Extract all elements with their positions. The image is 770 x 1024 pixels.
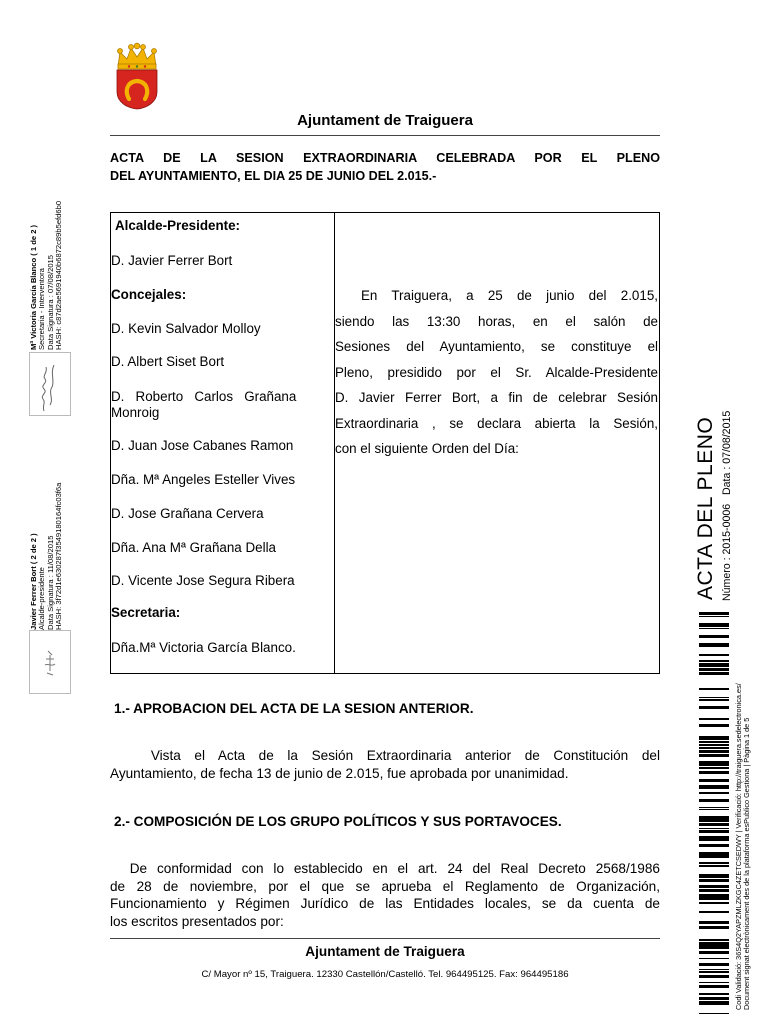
concejal-item: Dña. Mª Angeles Esteller Vives — [111, 472, 296, 487]
concejal-item: D. Albert Siset Bort — [111, 354, 225, 369]
signature-image-box — [29, 630, 71, 694]
paragraph-line: Ayuntamiento, de fecha 13 de junio de 2.015, fue aprobada por unanimidad. — [110, 765, 569, 781]
document-title-line-1: ACTA DE LA SESION EXTRAORDINARIA CELEBRADA POR EL PLENO — [110, 151, 660, 165]
stamp-date: Data : 07/08/2015 — [721, 410, 733, 495]
alcalde-heading: Alcalde-Presidente: — [115, 218, 241, 233]
section-title: .- COMPOSICIÓN DE LOS GRUPO POLÍTICOS Y SUS PORTAVOCES. — [121, 814, 562, 829]
intro-line: En Traiguera, a 25 de junio del 2.015, — [361, 288, 658, 303]
section-paragraph — [110, 747, 660, 782]
session-intro-text — [335, 283, 658, 462]
signature-date: Data Signatura : 07/08/2015 — [45, 255, 55, 350]
footer-address: C/ Mayor nº 15, Traiguera. 12330 Castellón/Castelló. Tel. 964495125. Fax: 964495186 — [201, 969, 569, 980]
concejal-item: D. Roberto Carlos Grañana — [111, 389, 297, 404]
secretaria-heading: Secretaria: — [111, 605, 181, 620]
section-paragraph — [110, 860, 660, 930]
concejal-item: D. Vicente Jose Segura Ribera — [111, 573, 295, 588]
signature-image-box — [29, 352, 71, 416]
intro-line: siendo las 13:30 horas, en el salón de — [335, 313, 658, 329]
header-divider — [110, 135, 660, 136]
signature-date: Data Signatura : 11/08/2015 — [45, 535, 55, 630]
signature-block-2 — [30, 483, 64, 630]
paragraph-line: de 28 de noviembre, por el que se aprueba el Reglamento de Organización, — [110, 878, 660, 894]
electronic-signature-note: Document signat electrònicament des de la plataforma esPublico Gestiona | Pàgina 1 de 5 — [742, 717, 752, 1010]
handwritten-signature — [30, 631, 70, 693]
stamp-numero: Número : 2015-0006 — [721, 503, 733, 601]
stamp-title: ACTA DEL PLENO — [694, 416, 717, 600]
paragraph-line: Vista el Acta de la Sesión Extraordinaria anterior de Constitución del — [110, 748, 660, 763]
section-heading — [114, 701, 664, 716]
secretaria-name: Dña.Mª Victoria García Blanco. — [111, 640, 296, 655]
footer-title: Ajuntament de Traiguera — [305, 944, 465, 959]
verification-code-block — [735, 683, 751, 1010]
section-title: .- APROBACION DEL ACTA DE LA SESION ANTERIOR. — [121, 701, 474, 716]
concejal-item: Monroig — [111, 405, 160, 420]
coat-of-arms-logo — [114, 42, 160, 110]
section-number: 2 — [114, 814, 122, 829]
concejal-item: D. Jose Grañana Cervera — [111, 506, 264, 521]
intro-line: Extraordinaria , se declara abierta la Sesión, — [335, 415, 658, 431]
signature-hash: HASH: c87d2ae5691940b6872c89b5efd6b0 — [54, 200, 64, 350]
concejal-item: D. Juan Jose Cabanes Ramon — [111, 438, 294, 453]
signature-hash: HASH: 3f72d1e630287f3549180164fc03f6a — [54, 482, 64, 630]
barcode — [699, 612, 729, 1014]
paragraph-line: De conformidad con lo establecido en el art. 24 del Real Decreto 2568/1986 — [110, 861, 660, 876]
handwritten-signature — [30, 353, 70, 415]
signer-name: Mª Victoria García Blanco ( 1 de 2 ) — [29, 224, 38, 350]
concejales-heading: Concejales: — [111, 287, 187, 302]
intro-line: Pleno, presidido por el Sr. Alcalde-Presidente — [335, 364, 658, 380]
document-title-line-2: DEL AYUNTAMIENTO, EL DIA 25 DE JUNIO DEL 2.015.- — [110, 169, 437, 183]
signer-role: Alcalde-presidente — [37, 567, 47, 630]
verification-code: Codi Validació: 36S4Q2YAPZMLZKGC4ZETCSEDWY | Verificació: http://traiguera.sedelectronica.es/ — [734, 683, 743, 1010]
intro-line: con el siguiente Orden del Día: — [335, 441, 519, 456]
signer-role: Secretaria - Interventora — [37, 268, 47, 350]
section-heading — [114, 814, 664, 829]
stamp-meta — [721, 411, 733, 601]
section-number: 1 — [114, 701, 122, 716]
concejal-item: D. Kevin Salvador Molloy — [111, 321, 261, 336]
concejal-item: Dña. Ana Mª Grañana Della — [111, 540, 276, 555]
footer-divider — [110, 938, 660, 939]
attendance-table — [110, 212, 660, 674]
intro-line: D. Javier Ferrer Bort, a fin de celebrar Sesión — [335, 390, 658, 405]
header-title: Ajuntament de Traiguera — [297, 112, 473, 129]
signature-block-1 — [30, 201, 64, 350]
intro-line: Sesiones del Ayuntamiento, se constituye el — [335, 339, 658, 354]
document-title — [110, 149, 660, 185]
signer-name: Javier Ferrer Bort ( 2 de 2 ) — [29, 533, 38, 630]
alcalde-name: D. Javier Ferrer Bort — [111, 253, 233, 268]
paragraph-line: los escritos presentados por: — [110, 913, 284, 929]
paragraph-line: Funcionamiento y Régimen Jurídico de las Entidades locales, se da cuenta de — [110, 896, 660, 911]
